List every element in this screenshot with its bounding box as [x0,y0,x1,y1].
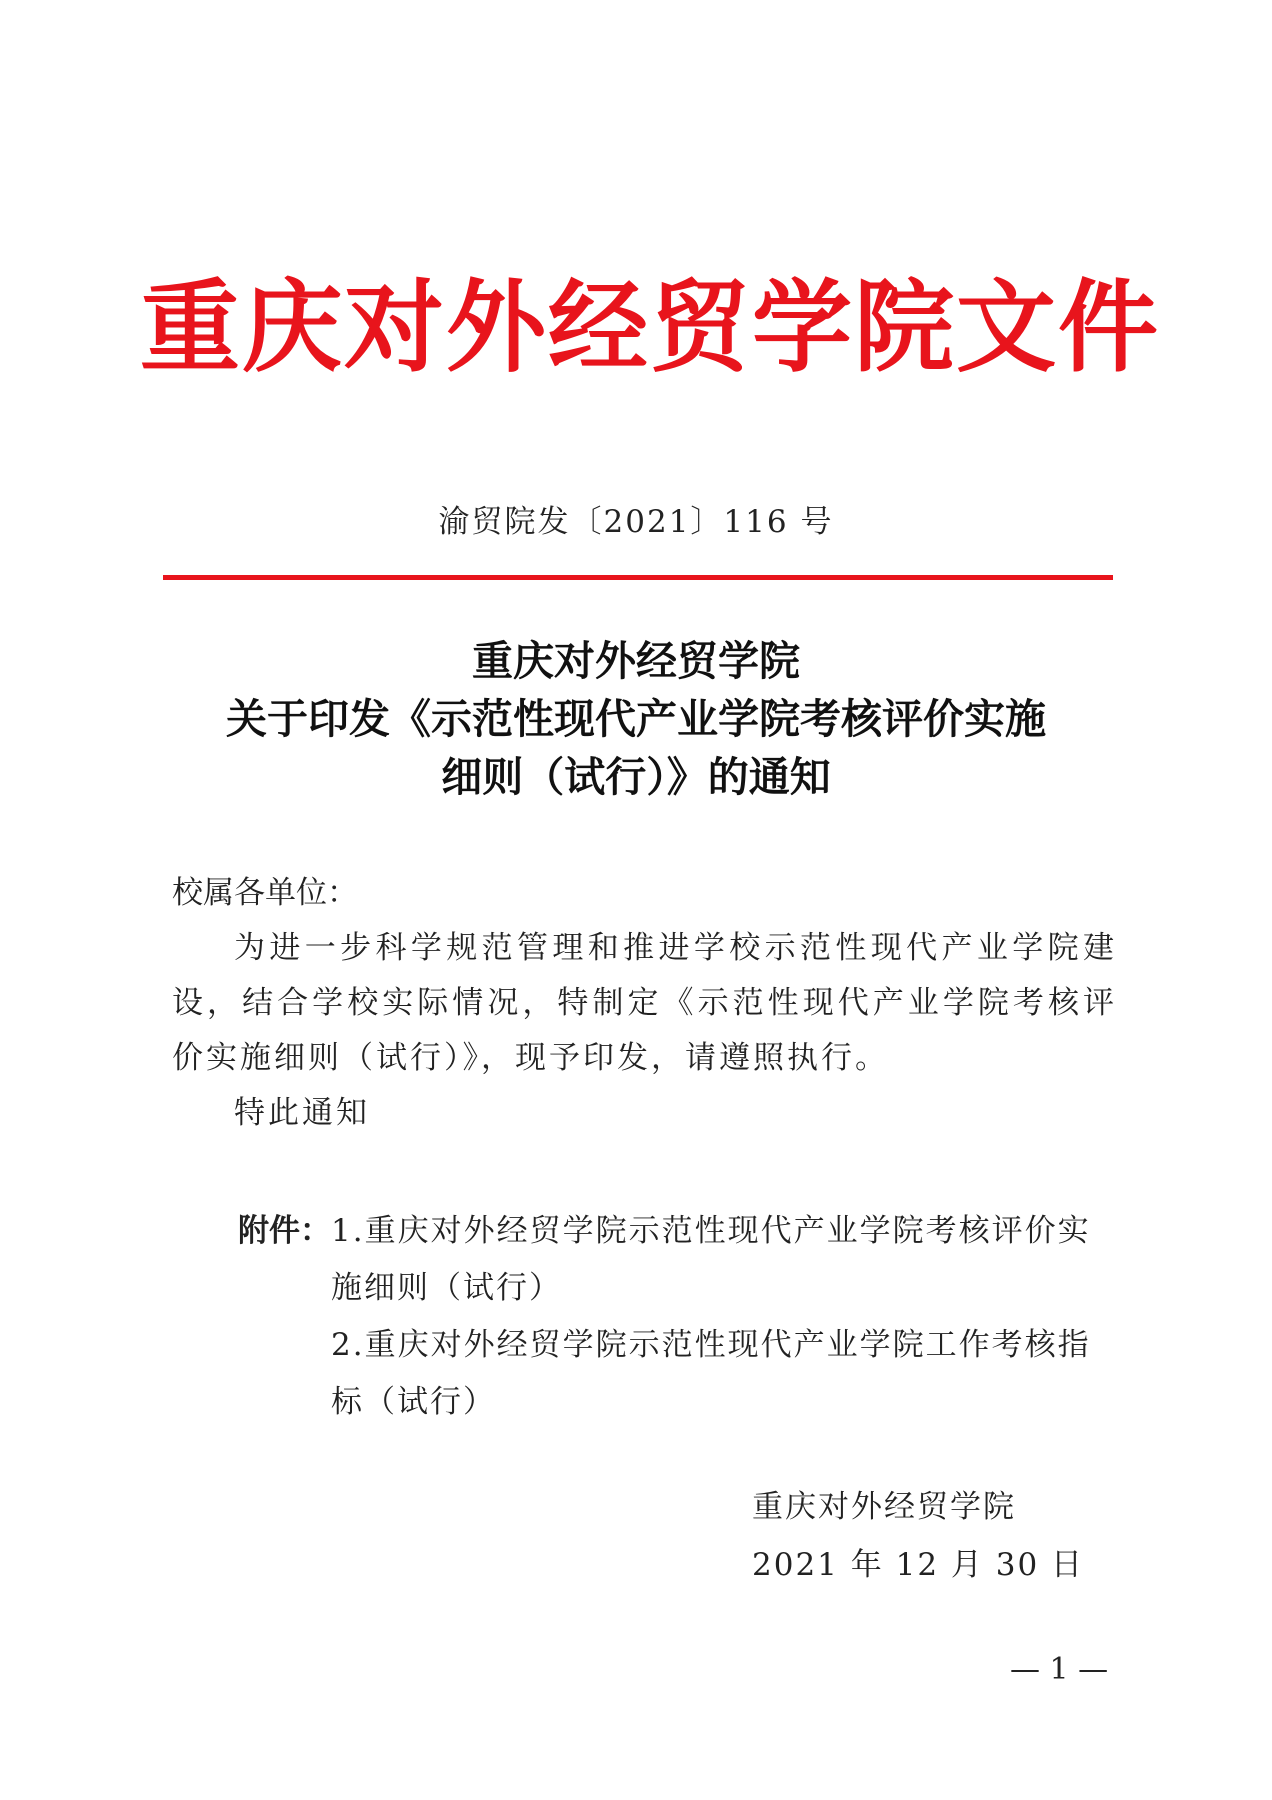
title-line-1: 重庆对外经贸学院 [472,637,800,685]
document-number: 渝贸院发〔2021〕116 号 [438,504,834,540]
body-paragraph: 为进一步科学规范管理和推进学校示范性现代产业学院建设，结合学校实际情况，特制定《示范性现代产业学院考核评价实施细则（试行）》，现予印发，请遵照执行。 [172,930,1117,1076]
attachments-list [331,1203,1118,1431]
attachments-section [238,1203,1118,1431]
page-number: — 1 — [1010,1652,1109,1687]
title-line-3: 细则（试行）》的通知 [441,753,831,801]
notice-body [172,866,1117,1141]
closing-remark: 特此通知 [234,1095,370,1131]
signature-block [752,1478,1084,1594]
notice-title [150,632,1122,806]
attachments-label: 附件： [238,1213,331,1249]
title-line-2: 关于印发《示范性现代产业学院考核评价实施 [226,695,1046,743]
attachment-item: 2.重庆对外经贸学院示范性现代产业学院工作考核指标（试行） [331,1327,1091,1420]
salutation: 校属各单位： [172,875,358,911]
issuer-name: 重庆对外经贸学院 [752,1489,1016,1525]
document-masthead: 重庆对外经贸学院文件 [140,269,1160,386]
attachment-item: 1.重庆对外经贸学院示范性现代产业学院考核评价实施细则（试行） [331,1213,1091,1306]
red-divider-line [163,575,1113,580]
issue-date: 2021 年 12 月 30 日 [752,1547,1085,1583]
